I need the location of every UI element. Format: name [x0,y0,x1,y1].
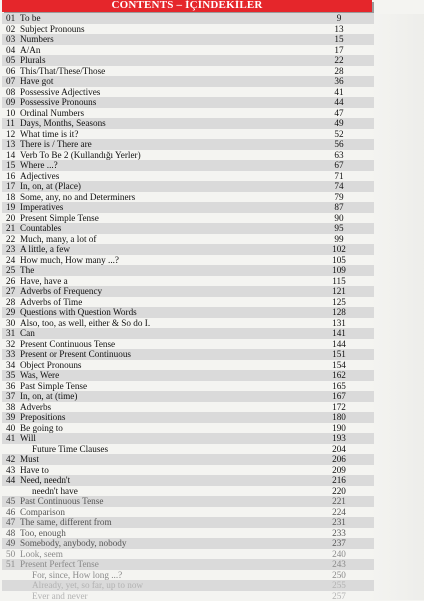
toc-row [2,265,374,276]
toc-title: A/An [20,45,40,56]
toc-number: 44 [6,475,15,486]
toc-page-number: 13 [324,24,354,35]
toc-row [2,213,374,224]
toc-title: Present Continuous Tense [20,339,115,350]
toc-page-number: 105 [324,255,354,266]
toc-page-number: 237 [324,538,354,549]
toc-number: 13 [6,139,15,150]
toc-number: 12 [6,129,15,140]
toc-row [2,45,374,56]
toc-row [2,318,374,329]
toc-number: 43 [6,465,15,476]
toc-page-number: 125 [324,297,354,308]
toc-page-number: 87 [324,202,354,213]
toc-row [2,244,374,255]
toc-row [2,202,374,213]
toc-row [2,454,374,465]
toc-number: 01 [6,13,15,24]
toc-title: Can [20,328,35,339]
toc-row [2,139,374,150]
toc-title: Subject Pronouns [20,24,85,35]
toc-page-number: 56 [324,139,354,150]
toc-number: 27 [6,286,15,297]
toc-title: What time is it? [20,129,78,140]
toc-number: 25 [6,265,15,276]
toc-title: Also, too, as well, either & So do I. [20,318,150,329]
toc-number: 23 [6,244,15,255]
toc-title: How much, How many ...? [20,255,119,266]
toc-page-number: 28 [324,66,354,77]
toc-title: Questions with Question Words [20,307,137,318]
toc-page-number: 121 [324,286,354,297]
toc-title: Numbers [20,34,54,45]
toc-number: 28 [6,297,15,308]
toc-number: 31 [6,328,15,339]
toc-page-number: 154 [324,360,354,371]
page-title: CONTENTS – İÇİNDEKİLER [2,0,372,12]
toc-page-number: 109 [324,265,354,276]
toc-title: Future Time Clauses [32,444,108,455]
toc-title: Comparison [20,507,65,518]
toc-number: 33 [6,349,15,360]
toc-row [2,150,374,161]
toc-row [2,433,374,444]
toc-row [2,181,374,192]
toc-number: 08 [6,87,15,98]
toc-row [2,402,374,413]
toc-title: Imperatives [20,202,63,213]
toc-page-number: 231 [324,517,354,528]
toc-title: In, on, at (time) [20,391,77,402]
toc-title: Object Pronouns [20,360,82,371]
toc-title: Countables [20,223,61,234]
toc-row [2,517,374,528]
toc-number: 09 [6,97,15,108]
page-edge-shadow [368,14,424,600]
toc-number: 18 [6,192,15,203]
toc-row [2,234,374,245]
contents-header-bar [2,0,372,12]
toc-row [2,171,374,182]
toc-page-number: 224 [324,507,354,518]
toc-number: 26 [6,276,15,287]
toc-number: 41 [6,433,15,444]
toc-row [2,412,374,423]
toc-title: Plurals [20,55,46,66]
toc-title: Past Continuous Tense [20,496,103,507]
toc-page-number: 144 [324,339,354,350]
toc-page-number: 206 [324,454,354,465]
toc-page-number: 167 [324,391,354,402]
toc-row [2,13,374,24]
toc-page-number: 216 [324,475,354,486]
toc-page-number: 90 [324,213,354,224]
toc-number: 38 [6,402,15,413]
toc-row [2,444,374,455]
toc-row [2,339,374,350]
toc-row [2,192,374,203]
toc-page-number: 67 [324,160,354,171]
toc-row [2,328,374,339]
toc-row [2,286,374,297]
toc-row [2,465,374,476]
toc-number: 34 [6,360,15,371]
toc-page-number: 115 [324,276,354,287]
toc-row [2,297,374,308]
toc-page-number: 172 [324,402,354,413]
toc-row [2,580,374,591]
toc-page-number: 79 [324,192,354,203]
toc-title: Ordinal Numbers [20,108,84,119]
toc-page-number: 190 [324,423,354,434]
toc-number: 06 [6,66,15,77]
toc-title: This/That/These/Those [20,66,105,77]
toc-page-number: 165 [324,381,354,392]
toc-title: Will [20,433,36,444]
toc-title: Possessive Pronouns [20,97,96,108]
toc-title: Be going to [20,423,63,434]
toc-title: needn't have [32,486,78,497]
toc-title: Prepositions [20,412,65,423]
toc-row [2,528,374,539]
toc-page-number: 9 [324,13,354,24]
toc-number: 24 [6,255,15,266]
toc-page-number: 15 [324,34,354,45]
toc-title: Present Simple Tense [20,213,99,224]
toc-number: 40 [6,423,15,434]
toc-row [2,591,374,601]
toc-number: 32 [6,339,15,350]
toc-title: Some, any, no and Determiners [20,192,135,203]
toc-page-number: 36 [324,76,354,87]
toc-row [2,381,374,392]
toc-row [2,66,374,77]
toc-page-number: 250 [324,570,354,581]
toc-title: Much, many, a lot of [20,234,96,245]
toc-number: 21 [6,223,15,234]
toc-row [2,570,374,581]
toc-row [2,507,374,518]
toc-page-number: 41 [324,87,354,98]
toc-title: Look, seem [20,549,63,560]
toc-row [2,538,374,549]
toc-number: 35 [6,370,15,381]
toc-number: 19 [6,202,15,213]
toc-title: Was, Were [20,370,59,381]
toc-number: 22 [6,234,15,245]
toc-title: Days, Months, Seasons [20,118,106,129]
toc-page-number: 74 [324,181,354,192]
toc-page-number: 233 [324,528,354,539]
toc-title: Past Simple Tense [20,381,87,392]
toc-number: 36 [6,381,15,392]
toc-row [2,129,374,140]
toc-page-number: 162 [324,370,354,381]
toc-number: 11 [6,118,15,129]
toc-page-number: 193 [324,433,354,444]
toc-page-number: 141 [324,328,354,339]
toc-page-number: 52 [324,129,354,140]
toc-row [2,391,374,402]
toc-title: Have to [20,465,49,476]
toc-row [2,87,374,98]
toc-page-number: 71 [324,171,354,182]
toc-title: Ever and never [32,591,88,601]
toc-number: 04 [6,45,15,56]
toc-number: 03 [6,34,15,45]
toc-page-number: 204 [324,444,354,455]
toc-row [2,97,374,108]
toc-title: Adverbs [20,402,51,413]
toc-page-number: 49 [324,118,354,129]
toc-title: Have, have a [20,276,68,287]
toc-row [2,349,374,360]
toc-page-number: 95 [324,223,354,234]
toc-number: 20 [6,213,15,224]
toc-page-number: 17 [324,45,354,56]
toc-number: 48 [6,528,15,539]
toc-number: 29 [6,307,15,318]
toc-title: In, on, at (Place) [20,181,81,192]
toc-page-number: 47 [324,108,354,119]
toc-title: For, since, How long ...? [32,570,122,581]
toc-page-number: 131 [324,318,354,329]
toc-title: Need, needn't [20,475,70,486]
toc-row [2,486,374,497]
toc-row [2,423,374,434]
toc-title: Adverbs of Frequency [20,286,102,297]
toc-page-number: 220 [324,486,354,497]
toc-row [2,160,374,171]
toc-page-number: 221 [324,496,354,507]
toc-number: 46 [6,507,15,518]
toc-row [2,76,374,87]
toc-page-number: 22 [324,55,354,66]
toc-title: Where ...? [20,160,58,171]
toc-page-number: 151 [324,349,354,360]
toc-row [2,34,374,45]
toc-page-number: 63 [324,150,354,161]
toc-number: 45 [6,496,15,507]
toc-row [2,276,374,287]
toc-row [2,55,374,66]
toc-title: To be [20,13,41,24]
toc-title: The [20,265,34,276]
toc-title: Somebody, anybody, nobody [20,538,127,549]
toc-number: 39 [6,412,15,423]
toc-title: Present or Present Continuous [20,349,131,360]
toc-row [2,255,374,266]
toc-title: Must [20,454,39,465]
toc-number: 16 [6,171,15,182]
toc-page-number: 128 [324,307,354,318]
toc-title: Have got [20,76,53,87]
toc-row [2,223,374,234]
toc-number: 14 [6,150,15,161]
toc-title: Too, enough [20,528,66,539]
toc-number: 17 [6,181,15,192]
toc-title: Possessive Adjectives [20,87,100,98]
toc-title: Adverbs of Time [20,297,82,308]
toc-page-number: 255 [324,580,354,591]
toc-number: 50 [6,549,15,560]
toc-number: 30 [6,318,15,329]
toc-number: 05 [6,55,15,66]
toc-page-number: 243 [324,559,354,570]
toc-row [2,496,374,507]
toc-number: 42 [6,454,15,465]
toc-row [2,118,374,129]
toc-number: 10 [6,108,15,119]
toc-row [2,360,374,371]
toc-page-number: 99 [324,234,354,245]
toc-title: Already, yet, so far, up to now [32,580,143,591]
toc-number: 49 [6,538,15,549]
toc-page-number: 180 [324,412,354,423]
toc-row [2,475,374,486]
toc-number: 07 [6,76,15,87]
toc-number: 51 [6,559,15,570]
toc-number: 15 [6,160,15,171]
toc-number: 37 [6,391,15,402]
toc-row [2,307,374,318]
toc-number: 47 [6,517,15,528]
toc-title: The same, different from [20,517,112,528]
toc-page-number: 209 [324,465,354,476]
toc-row [2,559,374,570]
toc-row [2,108,374,119]
table-of-contents [2,13,374,601]
toc-page-number: 44 [324,97,354,108]
toc-row [2,549,374,560]
toc-row [2,370,374,381]
toc-page-number: 257 [324,591,354,601]
toc-title: Present Perfect Tense [20,559,99,570]
toc-title: Verb To Be 2 (Kullandığı Yerler) [20,150,141,161]
toc-title: Adjectives [20,171,59,182]
toc-row [2,24,374,35]
toc-title: A little, a few [20,244,70,255]
toc-page-number: 102 [324,244,354,255]
toc-title: There is / There are [20,139,92,150]
toc-number: 02 [6,24,15,35]
toc-page-number: 240 [324,549,354,560]
